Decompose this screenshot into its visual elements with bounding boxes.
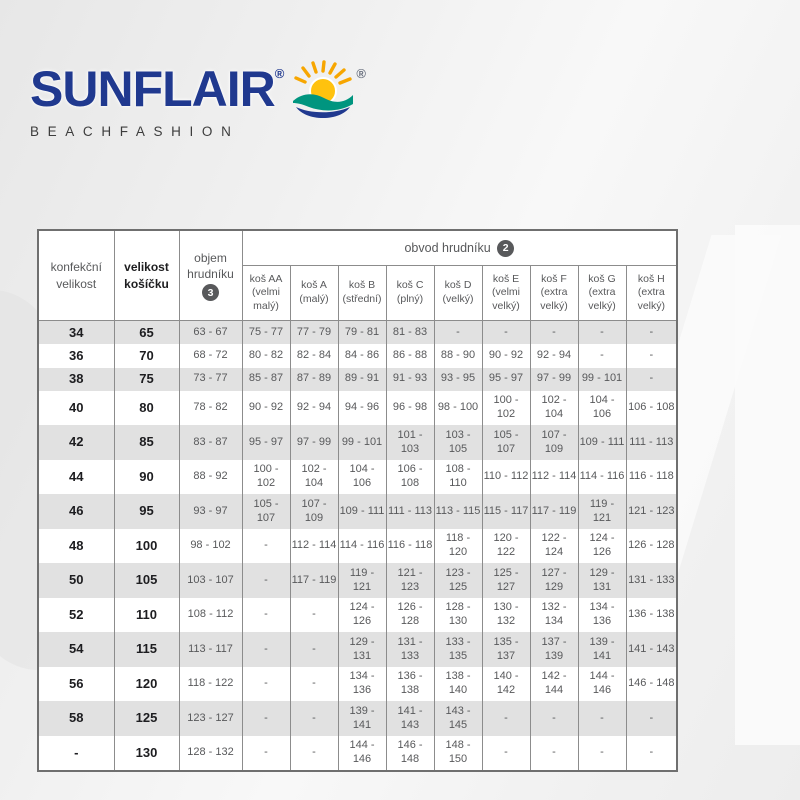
chest-circumference-cell: 114 - 116	[578, 460, 626, 495]
cup-column-header: koš B (střední)	[338, 266, 386, 321]
cup-size-cell: 95	[114, 494, 179, 529]
chest-circumference-cell: 112 - 114	[530, 460, 578, 495]
chest-circumference-cell: 125 - 127	[482, 563, 530, 598]
chest-circumference-cell: 138 - 140	[434, 667, 482, 702]
chest-circumference-cell: 89 - 91	[338, 368, 386, 391]
chest-circumference-cell: 120 - 122	[482, 529, 530, 564]
confection-size-cell: 54	[38, 632, 114, 667]
chest-volume-cell: 113 - 117	[179, 632, 242, 667]
cup-column-header: koš G (extra velký)	[578, 266, 626, 321]
cup-size-cell: 90	[114, 460, 179, 495]
chest-circumference-cell: 107 - 109	[290, 494, 338, 529]
chest-circumference-cell: 97 - 99	[530, 368, 578, 391]
chest-circumference-cell: 104 - 106	[578, 391, 626, 426]
chest-circumference-cell: 116 - 118	[626, 460, 677, 495]
chest-circumference-cell: 111 - 113	[386, 494, 434, 529]
chest-circumference-cell: 117 - 119	[290, 563, 338, 598]
cup-size-cell: 130	[114, 736, 179, 772]
chest-circumference-cell: 105 - 107	[482, 425, 530, 460]
chest-circumference-cell: -	[290, 736, 338, 772]
chest-circumference-cell: 85 - 87	[242, 368, 290, 391]
table-row	[38, 598, 677, 633]
chest-circumference-cell: 141 - 143	[386, 701, 434, 736]
chest-circumference-cell: 123 - 125	[434, 563, 482, 598]
cup-size-cell: 105	[114, 563, 179, 598]
chest-circumference-cell: 129 - 131	[338, 632, 386, 667]
chest-circumference-cell: -	[242, 563, 290, 598]
chest-circumference-cell: -	[290, 598, 338, 633]
confection-size-label: konfekční velikost	[50, 260, 102, 291]
table-row	[38, 563, 677, 598]
cup-size-cell: 75	[114, 368, 179, 391]
table-row	[38, 632, 677, 667]
cup-size-cell: 80	[114, 391, 179, 426]
chest-circumference-cell: -	[290, 632, 338, 667]
chest-volume-cell: 73 - 77	[179, 368, 242, 391]
confection-size-cell: 36	[38, 344, 114, 367]
confection-size-cell: 56	[38, 667, 114, 702]
chest-volume-cell: 63 - 67	[179, 321, 242, 345]
cup-size-cell: 100	[114, 529, 179, 564]
chest-circumference-cell: 144 - 146	[338, 736, 386, 772]
brand-wordmark: SUNFLAIR	[30, 61, 275, 117]
confection-size-cell: 46	[38, 494, 114, 529]
chest-circumference-cell: 106 - 108	[626, 391, 677, 426]
chest-circumference-cell: 137 - 139	[530, 632, 578, 667]
size-chart-table	[37, 229, 678, 772]
chest-circumference-cell: 82 - 84	[290, 344, 338, 367]
chest-circumference-cell: 146 - 148	[386, 736, 434, 772]
chest-volume-cell: 93 - 97	[179, 494, 242, 529]
confection-size-cell: 42	[38, 425, 114, 460]
confection-size-header	[38, 230, 114, 321]
chest-circumference-cell: 90 - 92	[482, 344, 530, 367]
confection-size-cell: 48	[38, 529, 114, 564]
chest-volume-cell: 88 - 92	[179, 460, 242, 495]
chest-circumference-cell: 134 - 136	[338, 667, 386, 702]
table-row	[38, 391, 677, 426]
chest-volume-cell: 83 - 87	[179, 425, 242, 460]
chest-circumference-cell: 117 - 119	[530, 494, 578, 529]
chest-circumference-cell: 95 - 97	[242, 425, 290, 460]
table-row	[38, 368, 677, 391]
table-row	[38, 321, 677, 345]
chest-circumference-cell: 126 - 128	[386, 598, 434, 633]
number-2-badge: 2	[497, 240, 514, 257]
chest-circumference-cell: 139 - 141	[338, 701, 386, 736]
cup-column-header: koš D (velký)	[434, 266, 482, 321]
chest-circumference-cell: 90 - 92	[242, 391, 290, 426]
chest-volume-cell: 103 - 107	[179, 563, 242, 598]
chest-circumference-cell: 95 - 97	[482, 368, 530, 391]
chest-circumference-cell: 135 - 137	[482, 632, 530, 667]
chest-circumference-cell: -	[242, 736, 290, 772]
chest-circumference-cell: 109 - 111	[578, 425, 626, 460]
chest-circumference-cell: 103 - 105	[434, 425, 482, 460]
chest-circumference-cell: -	[578, 344, 626, 367]
cup-size-cell: 70	[114, 344, 179, 367]
chest-circumference-cell: 124 - 126	[338, 598, 386, 633]
sun-wave-icon	[290, 60, 356, 118]
chest-circumference-cell: 121 - 123	[626, 494, 677, 529]
chest-circumference-cell: -	[626, 736, 677, 772]
table-row	[38, 701, 677, 736]
confection-size-cell: -	[38, 736, 114, 772]
cup-size-header	[114, 230, 179, 321]
chest-circumference-cell: 88 - 90	[434, 344, 482, 367]
chest-circumference-cell: -	[242, 632, 290, 667]
confection-size-cell: 34	[38, 321, 114, 345]
chest-circumference-cell: 146 - 148	[626, 667, 677, 702]
chest-circumference-cell: -	[578, 736, 626, 772]
chest-circumference-cell: -	[242, 667, 290, 702]
chest-circumference-cell: 110 - 112	[482, 460, 530, 495]
chest-circumference-cell: 142 - 144	[530, 667, 578, 702]
table-row	[38, 460, 677, 495]
chest-circumference-cell: 124 - 126	[578, 529, 626, 564]
table-row	[38, 736, 677, 772]
chest-circumference-cell: -	[626, 321, 677, 345]
chest-circumference-cell: 109 - 111	[338, 494, 386, 529]
confection-size-cell: 52	[38, 598, 114, 633]
confection-size-cell: 44	[38, 460, 114, 495]
chest-circumference-cell: -	[530, 736, 578, 772]
chest-circumference-cell: 77 - 79	[290, 321, 338, 345]
cup-column-header: koš F (extra velký)	[530, 266, 578, 321]
table-row	[38, 494, 677, 529]
chest-circumference-cell: 91 - 93	[386, 368, 434, 391]
chest-circumference-cell: -	[242, 701, 290, 736]
chest-circumference-cell: 141 - 143	[626, 632, 677, 667]
chest-circumference-cell: 107 - 109	[530, 425, 578, 460]
table-body	[38, 321, 677, 772]
chest-circumference-cell: 121 - 123	[386, 563, 434, 598]
chest-circumference-cell: 92 - 94	[530, 344, 578, 367]
chest-circumference-cell: 97 - 99	[290, 425, 338, 460]
chest-circumference-cell: 122 - 124	[530, 529, 578, 564]
chest-circumference-cell: 140 - 142	[482, 667, 530, 702]
confection-size-cell: 50	[38, 563, 114, 598]
chest-circumference-cell: 98 - 100	[434, 391, 482, 426]
chest-circumference-cell: 128 - 130	[434, 598, 482, 633]
chest-circumference-cell: 114 - 116	[338, 529, 386, 564]
table-row	[38, 529, 677, 564]
chest-circumference-cell: 102 - 104	[290, 460, 338, 495]
chest-circumference-cell: 81 - 83	[386, 321, 434, 345]
chest-circumference-cell: -	[530, 701, 578, 736]
chest-circumference-cell: 148 - 150	[434, 736, 482, 772]
chest-circumference-label: obvod hrudníku	[404, 240, 491, 255]
chest-circumference-cell: 101 - 103	[386, 425, 434, 460]
confection-size-cell: 38	[38, 368, 114, 391]
chest-circumference-cell: 112 - 114	[290, 529, 338, 564]
registered-trademark-icon: ®	[356, 66, 366, 81]
cup-column-header: koš AA (velmi malý)	[242, 266, 290, 321]
chest-circumference-cell: 75 - 77	[242, 321, 290, 345]
chest-circumference-cell: 96 - 98	[386, 391, 434, 426]
cup-size-cell: 120	[114, 667, 179, 702]
chest-circumference-cell: 132 - 134	[530, 598, 578, 633]
chest-circumference-cell: 143 - 145	[434, 701, 482, 736]
chest-circumference-cell: 86 - 88	[386, 344, 434, 367]
chest-circumference-cell: -	[578, 321, 626, 345]
chest-circumference-cell: 84 - 86	[338, 344, 386, 367]
chest-circumference-cell: -	[578, 701, 626, 736]
chest-circumference-cell: 133 - 135	[434, 632, 482, 667]
chest-circumference-cell: 100 - 102	[482, 391, 530, 426]
chest-circumference-cell: -	[626, 701, 677, 736]
cup-column-header: koš E (velmi velký)	[482, 266, 530, 321]
cup-size-cell: 110	[114, 598, 179, 633]
chest-circumference-cell: -	[482, 736, 530, 772]
chest-circumference-cell: 105 - 107	[242, 494, 290, 529]
chest-volume-label: objem hrudníku	[187, 250, 234, 281]
table-row	[38, 667, 677, 702]
chest-circumference-cell: 92 - 94	[290, 391, 338, 426]
chest-circumference-cell: -	[242, 598, 290, 633]
chest-circumference-cell: 118 - 120	[434, 529, 482, 564]
header-row-top	[38, 230, 677, 266]
chest-volume-cell: 123 - 127	[179, 701, 242, 736]
chest-volume-cell: 68 - 72	[179, 344, 242, 367]
chest-circumference-cell: 94 - 96	[338, 391, 386, 426]
chest-circumference-cell: 79 - 81	[338, 321, 386, 345]
chest-circumference-cell: 104 - 106	[338, 460, 386, 495]
logo-tagline: BEACHFASHION	[30, 124, 240, 139]
chest-circumference-cell: 93 - 95	[434, 368, 482, 391]
chest-circumference-cell: -	[626, 344, 677, 367]
chest-circumference-cell: -	[530, 321, 578, 345]
table-row	[38, 425, 677, 460]
chest-volume-cell: 128 - 132	[179, 736, 242, 772]
chest-circumference-cell: -	[242, 529, 290, 564]
registered-trademark-icon: ®	[274, 66, 285, 81]
chest-circumference-cell: 116 - 118	[386, 529, 434, 564]
chest-circumference-cell: -	[290, 701, 338, 736]
chest-circumference-cell: 111 - 113	[626, 425, 677, 460]
chest-circumference-cell: 119 - 121	[338, 563, 386, 598]
cup-size-cell: 115	[114, 632, 179, 667]
confection-size-cell: 40	[38, 391, 114, 426]
confection-size-cell: 58	[38, 701, 114, 736]
chest-volume-header	[179, 230, 242, 321]
chest-circumference-cell: 136 - 138	[626, 598, 677, 633]
chest-circumference-cell: 99 - 101	[578, 368, 626, 391]
chest-circumference-cell: 106 - 108	[386, 460, 434, 495]
chest-circumference-cell: 126 - 128	[626, 529, 677, 564]
chest-circumference-cell: 119 - 121	[578, 494, 626, 529]
cup-column-header: koš C (plný)	[386, 266, 434, 321]
chest-circumference-cell: -	[626, 368, 677, 391]
cup-column-header: koš A (malý)	[290, 266, 338, 321]
number-3-badge: 3	[202, 284, 219, 301]
chest-circumference-cell: 130 - 132	[482, 598, 530, 633]
chest-circumference-cell: 134 - 136	[578, 598, 626, 633]
chest-circumference-cell: 127 - 129	[530, 563, 578, 598]
chest-circumference-cell: -	[434, 321, 482, 345]
chest-circumference-cell: 100 - 102	[242, 460, 290, 495]
chest-volume-cell: 78 - 82	[179, 391, 242, 426]
chest-circumference-cell: -	[482, 701, 530, 736]
chest-circumference-cell: 136 - 138	[386, 667, 434, 702]
chest-circumference-cell: 80 - 82	[242, 344, 290, 367]
chest-circumference-cell: -	[290, 667, 338, 702]
chest-circumference-cell: 113 - 115	[434, 494, 482, 529]
cup-size-cell: 85	[114, 425, 179, 460]
cup-column-header: koš H (extra velký)	[626, 266, 677, 321]
chest-volume-cell: 98 - 102	[179, 529, 242, 564]
chest-circumference-cell: 102 - 104	[530, 391, 578, 426]
chest-circumference-cell: 131 - 133	[626, 563, 677, 598]
chest-circumference-cell: 139 - 141	[578, 632, 626, 667]
chest-circumference-cell: 144 - 146	[578, 667, 626, 702]
chest-circumference-cell: 87 - 89	[290, 368, 338, 391]
cup-size-label: velikost košíčku	[124, 260, 169, 291]
chest-circumference-cell: 108 - 110	[434, 460, 482, 495]
chest-circumference-cell: 129 - 131	[578, 563, 626, 598]
chest-circumference-cell: -	[482, 321, 530, 345]
cup-size-cell: 125	[114, 701, 179, 736]
chest-volume-cell: 108 - 112	[179, 598, 242, 633]
table-row	[38, 344, 677, 367]
chest-circumference-cell: 115 - 117	[482, 494, 530, 529]
chest-volume-cell: 118 - 122	[179, 667, 242, 702]
chest-circumference-cell: 99 - 101	[338, 425, 386, 460]
chest-circumference-cell: 131 - 133	[386, 632, 434, 667]
sunflair-logo	[30, 61, 366, 139]
chest-circumference-group-header	[242, 230, 677, 266]
cup-size-cell: 65	[114, 321, 179, 345]
